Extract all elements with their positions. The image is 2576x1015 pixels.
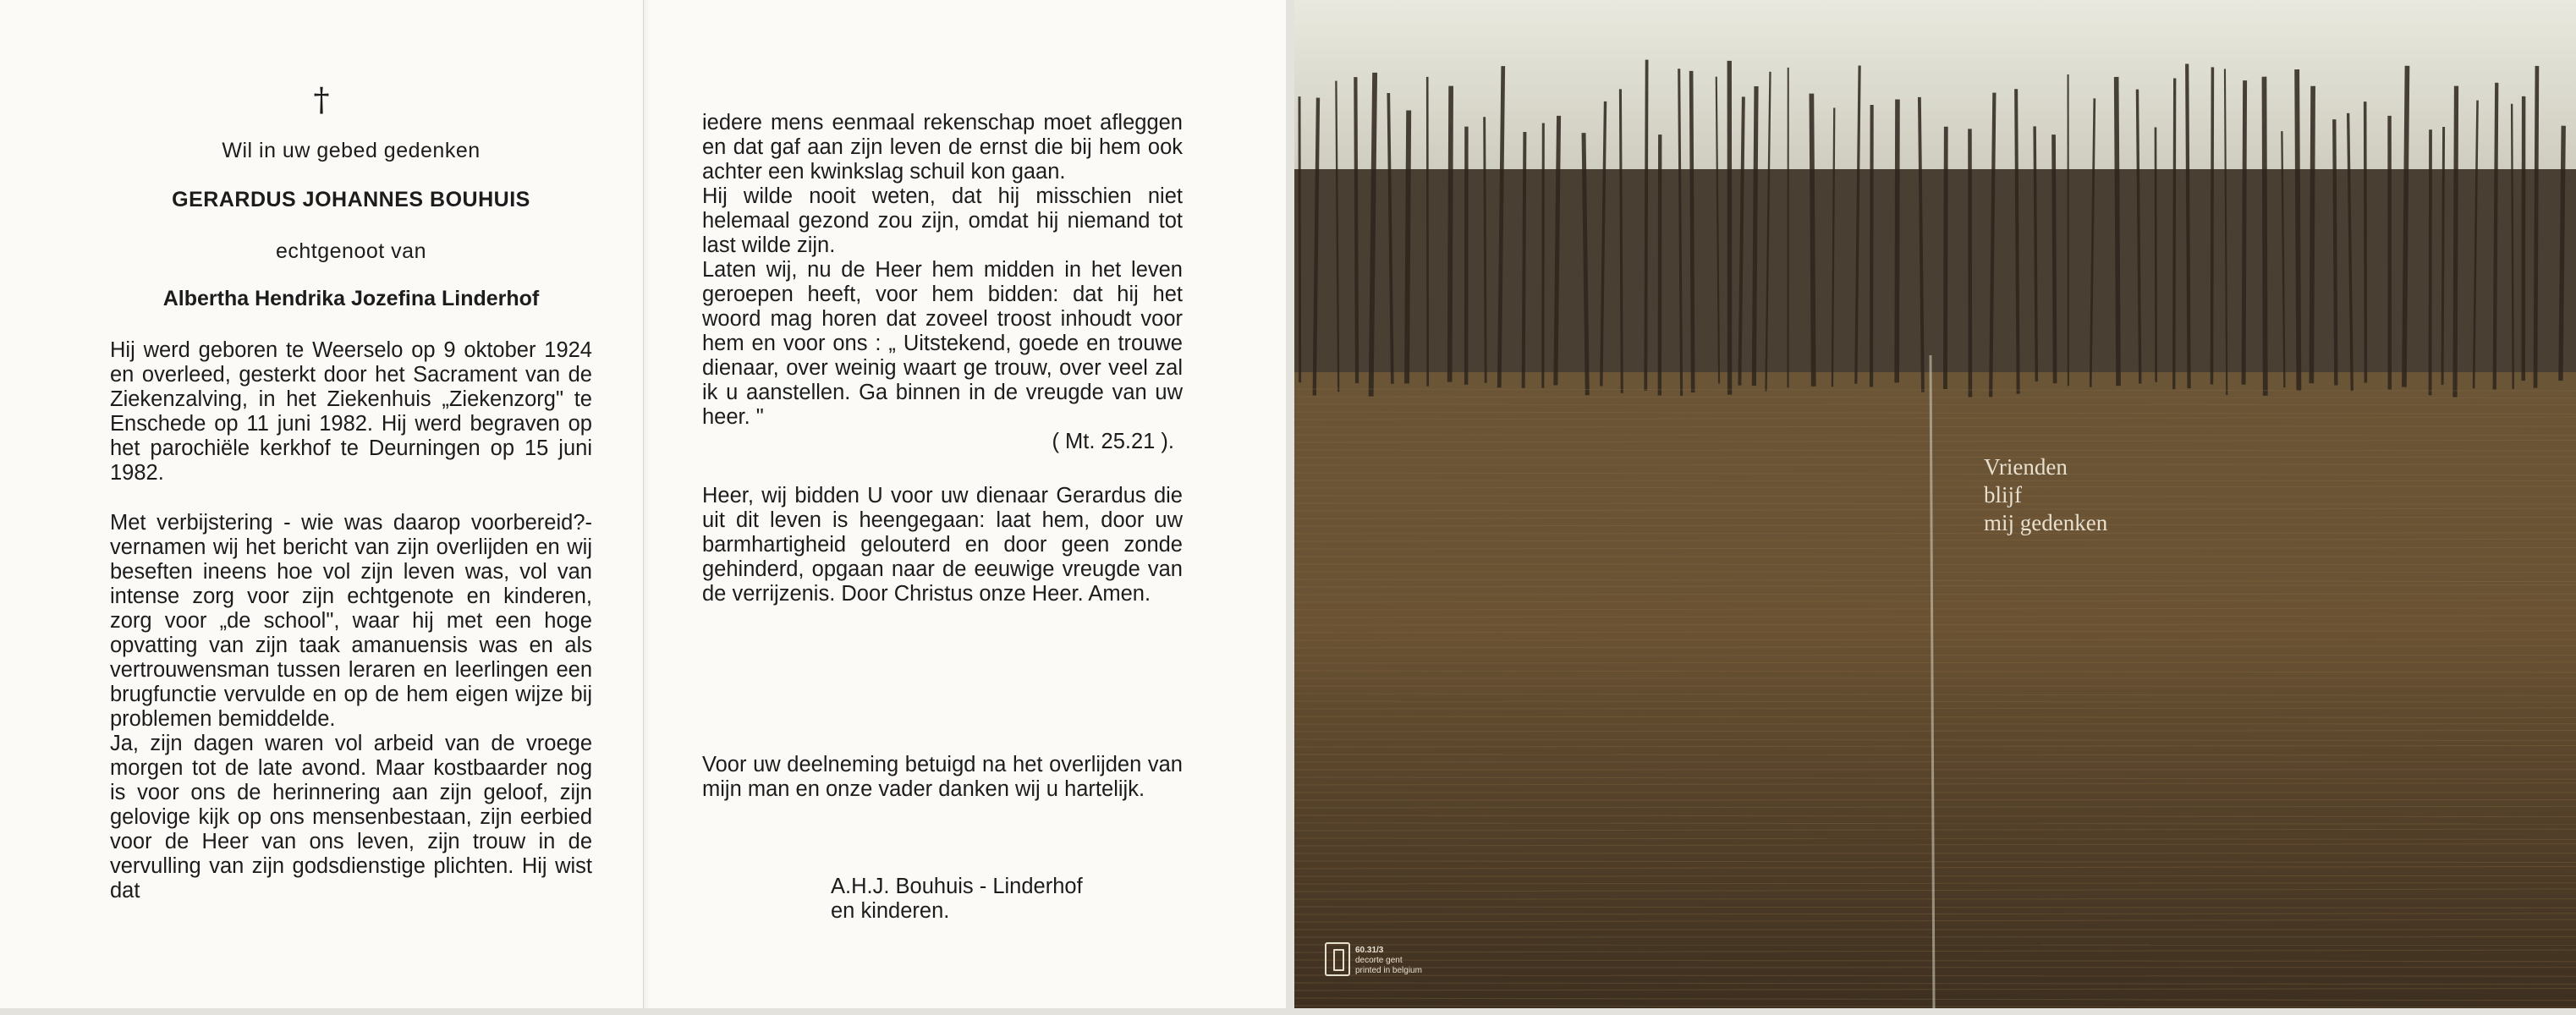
tree-trunk	[2365, 102, 2366, 382]
tree-trunk	[2211, 67, 2212, 384]
tree-trunk	[2244, 80, 2245, 385]
paragraph-memories: Met verbijstering - wie was daarop voorbereid?- vernamen wij het bericht van zijn overlijden en wij beseften ineens hoe vol zijn leven was, vol van intense zorg voor zijn echtgenote en kinderen, zorg voor „de school", waar hij met een hoge opvatting van zijn taak amanuensis was en als vertrouwensman tussen leraren en leerlingen een brugfunctie vervulde en op de hem eigen wijze bij problemen bemiddelde. Ja, zijn dagen waren vol arbeid van de vroege morgen tot de late avond. Maar kostbaarder nog is voor ons de herinnering aan zijn geloof, zijn gelovige kijk op ons mensenbestaan, zijn eerbied voor de Heer van ons leven, zijn trouw in de vervulling van zijn godsdienstige plichten. Hij wist dat	[110, 511, 592, 903]
scripture-reference: ( Mt. 25.21 ).	[1052, 430, 1174, 453]
relation-line: echtgenoot van	[276, 239, 426, 263]
tree-trunk	[1754, 86, 1756, 386]
tree-trunk	[2535, 66, 2537, 388]
tree-trunk	[2495, 83, 2497, 390]
tree-trunk	[2334, 119, 2336, 385]
tree-trunk	[2561, 126, 2563, 381]
deceased-name: GERARDUS JOHANNES BOUHUIS	[172, 188, 530, 211]
tree-trunk	[2117, 77, 2118, 386]
tree-trunk	[1450, 86, 1451, 382]
grass-texture-line	[1294, 875, 2576, 876]
tree-trunk	[1524, 132, 1525, 388]
tree-trunk	[2311, 86, 2313, 383]
publisher-imprint	[1355, 946, 1422, 976]
tree-trunk	[2054, 134, 2056, 383]
tree-trunk	[1897, 100, 1898, 383]
tree-trunk	[2035, 126, 2036, 381]
tree-trunk	[2264, 77, 2265, 396]
tree-trunk	[2430, 129, 2431, 395]
tree-trunk	[2187, 63, 2189, 388]
cover-photo-landscape	[1294, 0, 2576, 1008]
tree-trunk	[1485, 117, 1486, 382]
publisher-lines: decorte gent printed in belgium	[1355, 956, 1422, 975]
intro-line: Wil in uw gebed gedenken	[222, 139, 481, 162]
tree-trunk	[1691, 71, 1693, 392]
tree-trunk	[1871, 105, 1872, 387]
grass-texture-line	[1294, 655, 2576, 656]
paragraph-birth-death: Hij werd geboren te Weerselo op 9 oktober 1924 en overleed, gesterkt door het Sacrament van de Ziekenzalving, in het Ziekenhuis „Ziekenzorg" te Enschede op 11 juni 1982. Hij werd begraven op het parochiële kerkhof te Deurningen op 15 juni 1982.	[110, 338, 592, 485]
paragraph-thanks: Voor uw deelneming betuigd na het overlijden van mijn man en onze vader danken wij u hartelijk.	[702, 753, 1183, 801]
paragraph-prayer: Heer, wij bidden U voor uw dienaar Gerardus die uit dit leven is heengegaan: laat hem, door uw barmhartigheid gelouterd en door geen zonde gehinderd, opgaan naar de eeuwige vreugde van de verrijzenis. Door Christus onze Heer. Amen.	[702, 484, 1183, 606]
spouse-name: Albertha Hendrika Jozefina Linderhof	[162, 287, 540, 310]
grass-texture-line	[1294, 754, 2576, 755]
publisher-code: 60.31/3	[1355, 946, 1384, 955]
grass-texture-line	[1294, 480, 2576, 481]
tree-trunk	[2174, 79, 2175, 390]
publisher-logo-icon	[1325, 942, 1350, 976]
landscape-illustration	[1294, 0, 2576, 1008]
tree-trunk	[2404, 66, 2408, 387]
family-signature: A.H.J. Bouhuis - Linderhof en kinderen.	[831, 875, 1083, 923]
tree-trunk	[2442, 127, 2444, 385]
cover-title: Vrienden blijf mij gedenken	[1984, 454, 2108, 535]
tree-trunk	[1645, 60, 1646, 391]
tree-trunk	[1355, 77, 1357, 383]
tree-trunk	[1811, 94, 1813, 387]
grass-texture-line	[1294, 435, 2576, 436]
tree-trunk	[1407, 110, 1409, 383]
tree-trunk	[1299, 96, 1300, 382]
tree-trunk	[2455, 86, 2457, 398]
paragraph-accountability-text: iedere mens eenmaal rekenschap moet afleggen en dat gaf aan zijn leven de ernst die bij hem ook achter een kwinkslag schuil kon gaan. Hij wilde nooit weten, dat hij misschien niet helemaal gezond zou zijn, omdat hij niemand tot last wilde zijn. Laten wij, nu de Heer hem midden in het leven geroepen heeft, voor hem bidden: dat hij het woord mag horen dat zoveel troost inhoudt voor hem en voor ons : „ Uitstekend, goede en trouwe dienaar, over weinig waart ge trouw, over veel zal ik u aanstellen. Ga binnen in de vreugde van uw heer. "	[702, 111, 1183, 429]
cross-symbol: †	[313, 81, 330, 118]
tree-trunk	[2297, 69, 2299, 391]
tree-trunk	[1620, 89, 1622, 392]
paragraph-accountability	[702, 86, 1183, 479]
tree-trunk	[2512, 104, 2513, 389]
tree-trunk	[1945, 127, 1946, 389]
tree-trunk	[2016, 89, 2019, 393]
